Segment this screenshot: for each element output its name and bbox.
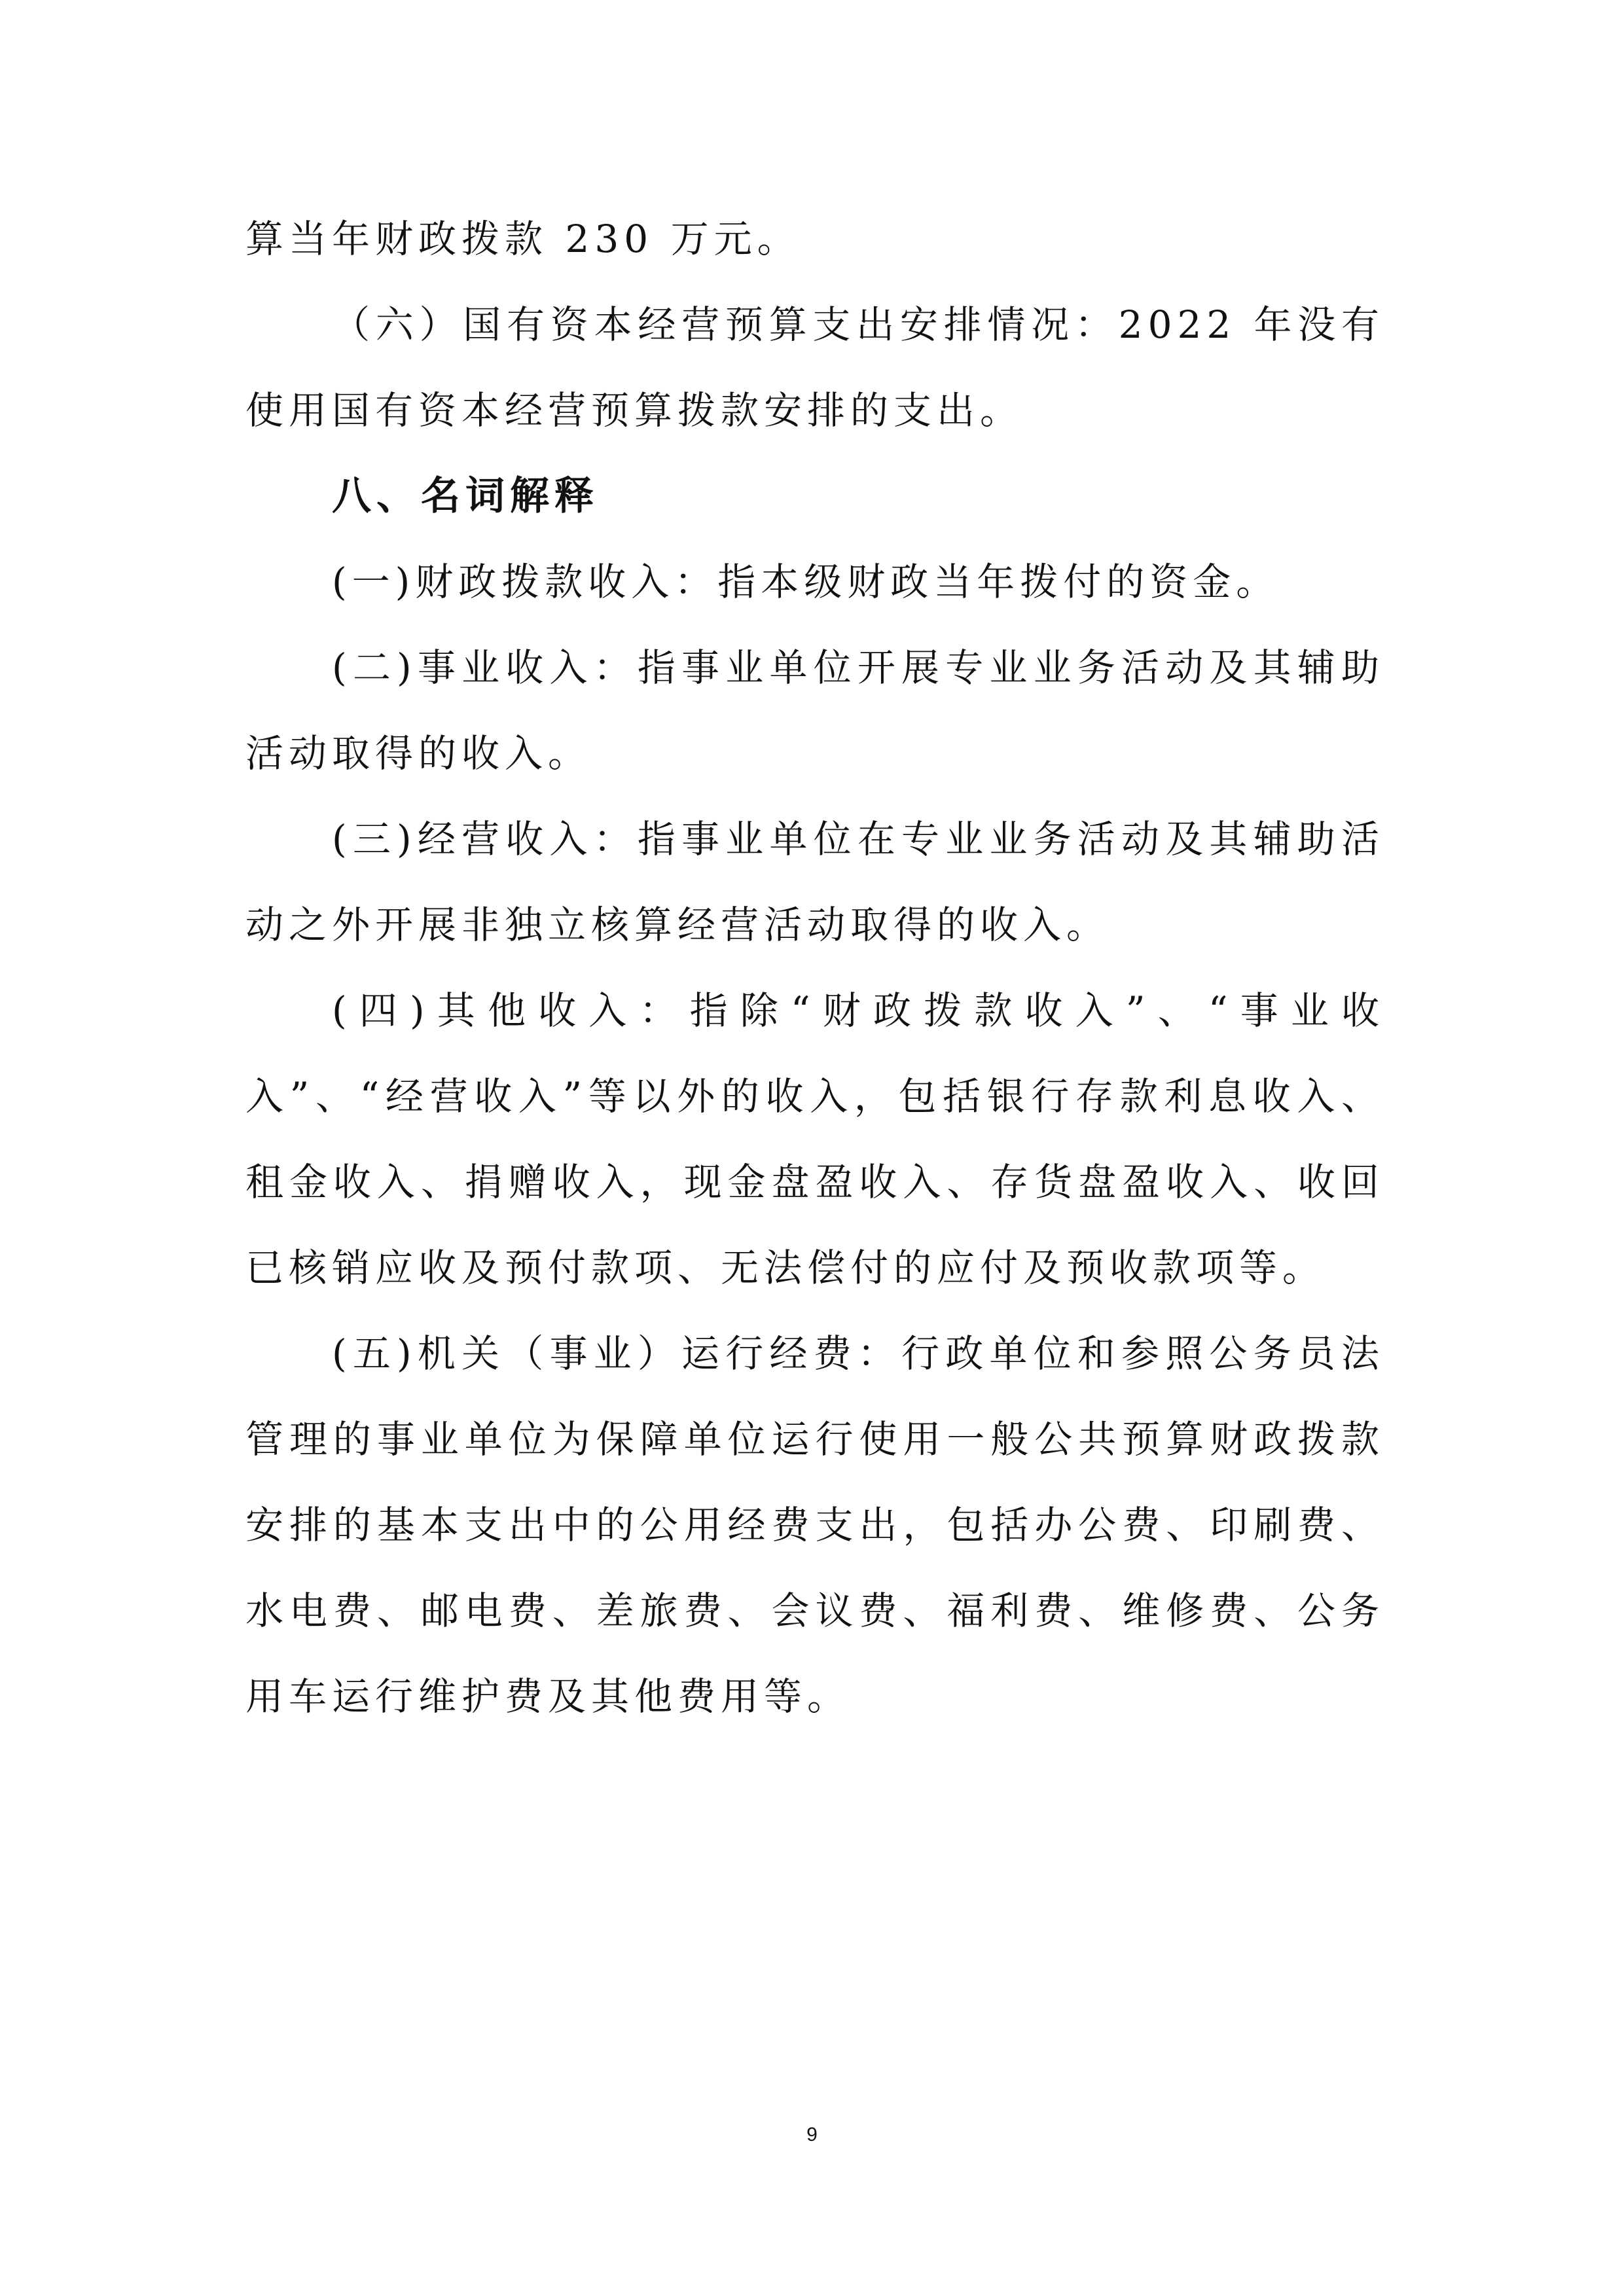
- paragraph-state-capital-budget: （六）国有资本经营预算支出安排情况：2022 年没有使用国有资本经营预算拨款安排的支出。: [245, 302, 1384, 433]
- document-body: [245, 196, 1384, 1740]
- paragraph-business-income: (二)事业收入：指事业单位开展专业业务活动及其辅助活动取得的收入。: [245, 645, 1384, 776]
- paragraph-fiscal-appropriation-income: (一)财政拨款收入：指本级财政当年拨付的资金。: [332, 560, 1280, 604]
- page-number: 9: [806, 2124, 818, 2145]
- paragraph-operating-income: (三)经营收入：指事业单位在专业业务活动及其辅助活动之外开展非独立核算经营活动取得的收入。: [245, 817, 1384, 947]
- section-heading-glossary: 八、名词解释: [332, 473, 599, 519]
- paragraph-other-income: (四)其他收入：指除“财政拨款收入”、“事业收入”、“经营收入”等以外的收入，包括银行存款利息收入、租金收入、捐赠收入，现金盘盈收入、存货盘盈收入、收回已核销应收及预付款项、无法偿付的应付及预收款项等。: [245, 988, 1384, 1290]
- paragraph-operating-expenses: (五)机关（事业）运行经费：行政单位和参照公务员法管理的事业单位为保障单位运行使用一般公共预算财政拨款安排的基本支出中的公用经费支出，包括办公费、印刷费、水电费、邮电费、差旅费、会议费、福利费、维修费、公务用车运行维护费及其他费用等。: [245, 1331, 1384, 1719]
- paragraph-continuation: 算当年财政拨款 230 万元。: [245, 217, 801, 261]
